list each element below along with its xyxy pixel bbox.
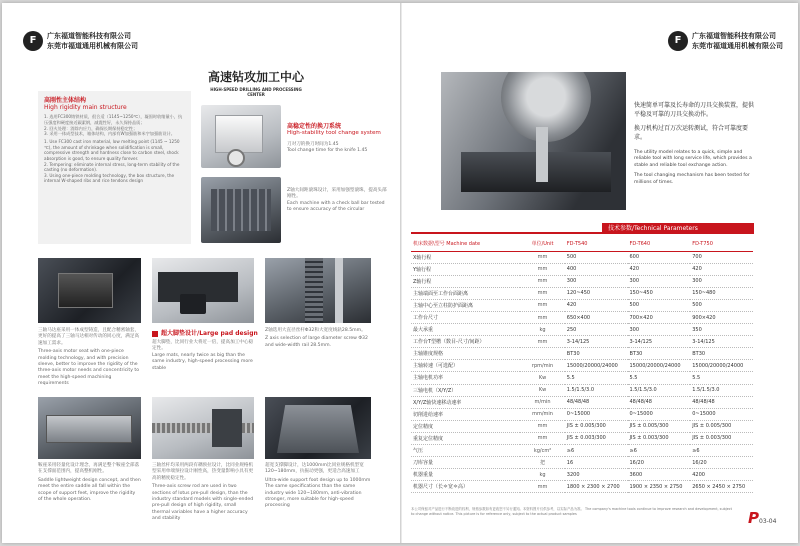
company-logo-icon: F [668, 31, 688, 51]
param-model-1: 500 [565, 251, 628, 263]
support-foot-en: Ultra-wide support foot design up to 1000mm The same specifications than the same industry wide 120~180mm, anti-vibration stronger, more suitable for high-speed processing [265, 477, 371, 509]
header-model-1: FD-T540 [565, 237, 628, 251]
z-axis-en: Each machine with a check ball bar tested to ensure accuracy of the circular [287, 200, 385, 213]
param-model-2: 48/48/48 [628, 396, 691, 408]
param-model-3: 15000/20000/24000 [690, 360, 753, 372]
footnote: 本公司保留对产品进行不断改进的权利，规格参数如有更改恕不另行通知。本资料图片仅供参考，以实际产品为准。 The company's machine tools continue to improve research and development, subject to change without notice. This picture is for reference only, subject to the actual product samples [411, 507, 732, 516]
table-row [411, 287, 753, 299]
param-model-3: 700 [690, 251, 753, 263]
tool-system-en2: The tool changing mechanism has been tested for millions of times. [634, 173, 750, 185]
table-row [411, 457, 753, 469]
structure-en-2: 2. Tempering: eliminate internal stress, long-term stability of the casting (no deformation). [44, 161, 180, 173]
motor-seat-photo [38, 258, 141, 323]
page-subtitle: HIGH-SPEED DRILLING AND PROCESSING CENTER [210, 87, 302, 97]
param-model-2: 300 [628, 275, 691, 287]
param-model-2: 700×420 [628, 311, 691, 323]
param-unit: mm/min [520, 408, 565, 420]
param-model-1: 48/48/48 [565, 396, 628, 408]
large-pad-heading: 超大脚垫设计/Large pad design [152, 328, 254, 337]
param-model-3: 420 [690, 263, 753, 275]
table-row [411, 263, 753, 275]
page-title: 高速钻攻加工中心 [207, 70, 304, 84]
param-model-1: 120~450 [565, 287, 628, 299]
param-model-2: 0~15000 [628, 408, 691, 420]
param-model-2: 3600 [628, 469, 691, 481]
param-unit: mm [520, 275, 565, 287]
tool-change-photo [201, 105, 281, 168]
saddle-en: Saddle lightweight design concept, and then meet the entire saddle all fall within the scope of support feet, improve the rigidity of the whole operation. [38, 477, 141, 503]
structure-heading-en: High rigidity main structure [44, 104, 127, 111]
param-name: 气压 [411, 445, 520, 457]
param-model-3: 500 [690, 299, 753, 311]
param-model-1: BT30 [565, 348, 628, 360]
table-row [411, 324, 753, 336]
table-row [411, 445, 753, 457]
param-name: 主轴转速（可选配） [411, 360, 520, 372]
param-name: 最大承重 [411, 324, 520, 336]
param-model-2: 15000/20000/24000 [628, 360, 691, 372]
params-title-bar [411, 223, 754, 234]
param-model-2: ≥6 [628, 445, 691, 457]
param-name: 重复定位精度 [411, 432, 520, 444]
screw-en: Z axis selection of large diameter screw Φ32 and wide-width rail 28.5mm. [265, 336, 368, 348]
structure-cn-3: 3. 采用一体成型技术，箱体结构，内部有W加强筋和米字加强筋设计。 [44, 131, 175, 137]
company-name-line2: 东莞市福道通用机械有限公司 [47, 42, 138, 50]
param-unit: kg/cm² [520, 445, 565, 457]
header-model-3: FD-T750 [690, 237, 753, 251]
param-model-2: 16/20 [628, 457, 691, 469]
tool-change-heading-en: High-stability tool change system [287, 130, 381, 136]
param-model-3: JIS ± 0.005/300 [690, 420, 753, 432]
param-name: 主轴锥度规格 [411, 348, 520, 360]
param-name: X/Y/Z轴快速移动速率 [411, 396, 520, 408]
param-unit: mm [520, 481, 565, 493]
param-model-1: 400 [565, 263, 628, 275]
param-unit: mm [520, 287, 565, 299]
param-unit: Kw [520, 372, 565, 384]
structure-cn-2: 2. 回火处理：消除内应力，确保长期保持稳定性； [44, 125, 138, 131]
param-unit [520, 348, 565, 360]
param-model-3: 4200 [690, 469, 753, 481]
page-number-range: 03-04 [759, 518, 777, 525]
param-model-1: 3-14/125 [565, 336, 628, 348]
company-name-line2: 东莞市福道通用机械有限公司 [692, 42, 783, 50]
param-model-1: 650×400 [565, 311, 628, 323]
param-model-3: 350 [690, 324, 753, 336]
table-row [411, 336, 753, 348]
param-name: Z轴行程 [411, 275, 520, 287]
saddle-text [38, 463, 141, 503]
param-unit: mm [520, 251, 565, 263]
param-model-2: 1900 × 2350 × 2750 [628, 481, 691, 493]
company-name-line1: 广东福道智能科技有限公司 [692, 32, 776, 40]
param-model-3: 2650 × 2450 × 2750 [690, 481, 753, 493]
param-model-3: JIS ± 0.003/300 [690, 432, 753, 444]
large-pad-en: Large mats, nearly twice as big than the same industry, high-speed processing more stable [152, 352, 253, 371]
param-model-3: 1.5/1.5/3.0 [690, 384, 753, 396]
param-model-3: 16/20 [690, 457, 753, 469]
param-model-3: 0~15000 [690, 408, 753, 420]
param-model-1: 1800 × 2300 × 2700 [565, 481, 628, 493]
company-logo-icon: F [23, 31, 43, 51]
param-unit: mm [520, 299, 565, 311]
table-row [411, 372, 753, 384]
tool-system-cn1: 快速简单可靠及长寿命的刀具交换装置，提供平稳及可靠的刀具交换动作。 [634, 102, 755, 118]
screw-cn: Z轴选用大直径丝杆Φ32和大宽度线轨28.5mm。 [265, 328, 366, 333]
param-model-2: 3-14/125 [628, 336, 691, 348]
company-name-line1: 广东福道智能科技有限公司 [47, 32, 131, 40]
tool-system-en1: The utility model relates to a quick, simple and reliable tool with long service life, which provides a stable and reliable tool exchange action. [634, 150, 752, 168]
bullet-square-icon [152, 331, 158, 337]
param-name: X轴行程 [411, 251, 520, 263]
param-unit: mm [520, 420, 565, 432]
table-row [411, 311, 753, 323]
support-foot-cn: 超宽支撑脚设计，达1000mm比同业规格机型宽120~180mm，抗振动更强，更适合高速加工 [265, 463, 364, 475]
table-row [411, 299, 753, 311]
param-unit: kg [520, 324, 565, 336]
lotus-cn: 三轴丝杆均采用两段有耦预拉设计，比同业规格机型采用单端预拉设计刚性高，热变量影响小具有更高的精度稳定性。 [152, 463, 254, 481]
param-model-1: JIS ± 0.003/300 [565, 432, 628, 444]
structure-en-3: 3. Using one-piece molding technology, the box structure, the internal W-shaped ribs and rice tendons design [44, 172, 175, 184]
table-row [411, 384, 753, 396]
table-row [411, 360, 753, 372]
table-row [411, 251, 753, 263]
header-name: 机床数据\型号 Machine date [411, 237, 520, 251]
param-model-1: 16 [565, 457, 628, 469]
param-model-1: 15000/20000/24000 [565, 360, 628, 372]
support-foot-text [265, 463, 371, 510]
lotus-text [152, 463, 254, 523]
structure-en-1: 1. Use FC300 cast iron material, low melting point (1145 ~ 1250 ℃), the amount of shrinkage when solidification is small, compressive strength and hardness close to carbon steel, shock absorption is good, to ensure quality forever. [44, 139, 180, 161]
param-name: 三轴电机（X/Y/Z） [411, 384, 520, 396]
param-model-2: 150~450 [628, 287, 691, 299]
param-model-2: 500 [628, 299, 691, 311]
param-name: 主轴电机功率 [411, 372, 520, 384]
tool-change-heading-cn: 高稳定性的换刀系统 [287, 123, 342, 130]
saddle-photo [38, 397, 141, 459]
motor-seat-text [38, 328, 141, 388]
tool-system-cn2: 换刀机构过百万次运转测试，符合可靠度要求。 [634, 125, 749, 141]
param-name: 主轴端面至工作台面距离 [411, 287, 520, 299]
param-model-3: 150~480 [690, 287, 753, 299]
structure-block [38, 91, 191, 244]
support-foot-photo [265, 397, 371, 459]
z-axis-photo [201, 177, 281, 243]
params-header-row [411, 237, 753, 251]
param-model-2: 5.5 [628, 372, 691, 384]
title-block [201, 68, 311, 97]
tool-system-text [634, 102, 754, 186]
z-axis-cn: Z轴大间距滚珠设计，采用加强型滚珠，提高头部刚性。 [287, 188, 387, 200]
param-name: 刀库容量 [411, 457, 520, 469]
param-name: 机器重量 [411, 469, 520, 481]
param-name: 切削进给速率 [411, 408, 520, 420]
brochure-spread [2, 3, 798, 543]
param-model-3: 5.5 [690, 372, 753, 384]
param-model-3: 48/48/48 [690, 396, 753, 408]
param-name: 定位精度 [411, 420, 520, 432]
lotus-prepull-photo [152, 397, 254, 459]
param-model-2: JIS ± 0.005/300 [628, 420, 691, 432]
param-unit: 把 [520, 457, 565, 469]
table-row [411, 469, 753, 481]
param-unit: m/min [520, 396, 565, 408]
param-model-1: 420 [565, 299, 628, 311]
page-fold [400, 3, 402, 543]
param-model-2: JIS ± 0.003/300 [628, 432, 691, 444]
large-pad-photo [152, 258, 254, 323]
param-unit: rpm/min [520, 360, 565, 372]
table-row [411, 432, 753, 444]
table-row [411, 481, 753, 493]
tool-change-cn: 刀对刀的换刀时间为1.45 [287, 142, 339, 147]
param-model-2: 420 [628, 263, 691, 275]
param-unit: mm [520, 263, 565, 275]
motor-seat-cn: 三轴马达座采用一体成型铸造，且配合精密轴套，更好的提高了三轴马达相对传动的同心度，满足高速加工需求。 [38, 328, 140, 346]
param-model-2: 1.5/1.5/3.0 [628, 384, 691, 396]
structure-heading-cn: 高刚性主体结构 [44, 97, 87, 104]
page-number [748, 508, 776, 527]
param-model-1: ≥6 [565, 445, 628, 457]
table-row [411, 396, 753, 408]
param-name: 工作台T型槽（数目-尺寸/间距） [411, 336, 520, 348]
param-model-3: BT30 [690, 348, 753, 360]
large-pad-text [152, 328, 258, 372]
tool-changer-photo [441, 72, 626, 210]
param-model-2: 300 [628, 324, 691, 336]
lotus-en: Three-axis screw rod are used in two sections of lotus pre-pull design, than the industry standard models with single-ended pre-pull design of high rigidity, small thermal variables have a higher accuracy and stability [152, 484, 254, 522]
param-model-1: 1.5/1.5/3.0 [565, 384, 628, 396]
header-model-2: FD-T640 [628, 237, 691, 251]
param-model-1: 0~15000 [565, 408, 628, 420]
table-row [411, 348, 753, 360]
params-title: 技术参数/Technical Parameters [602, 223, 754, 234]
table-row [411, 275, 753, 287]
screw-text [265, 328, 371, 349]
company-logo-left [23, 31, 138, 51]
header-unit: 单位/Unit [520, 237, 565, 251]
params-table [411, 237, 753, 493]
param-model-1: 250 [565, 324, 628, 336]
param-name: 工作台尺寸 [411, 311, 520, 323]
param-unit: mm [520, 336, 565, 348]
motor-seat-en: Three-axis motor seat with one-piece molding technology, and with precision sleeve, better to improve the rigidity of the three-axis motor needs and concentricity to meet the high-speed machining requirements [38, 349, 140, 387]
param-name: 主轴中心至立柱防护面距离 [411, 299, 520, 311]
tool-change-en: Tool change time for the knife 1.45 [287, 148, 368, 154]
param-model-1: 300 [565, 275, 628, 287]
page-number-p: P [748, 509, 759, 527]
screw-photo [265, 258, 371, 323]
table-row [411, 408, 753, 420]
param-unit: Kw [520, 384, 565, 396]
large-pad-cn: 超大脚垫，比同行业大将近一倍，提高加工中心稳定性。 [152, 340, 254, 352]
saddle-cn: 鞍座采用轻量化设计理念，再满足整个鞍座全部落在支撑面范围内，提高整机刚性。 [38, 463, 140, 475]
param-model-3: 300 [690, 275, 753, 287]
param-model-2: 600 [628, 251, 691, 263]
param-model-3: ≥6 [690, 445, 753, 457]
param-model-1: 5.5 [565, 372, 628, 384]
z-axis-text [287, 188, 387, 214]
param-unit: mm [520, 311, 565, 323]
table-row [411, 420, 753, 432]
company-logo-right [668, 31, 783, 51]
param-model-1: 3200 [565, 469, 628, 481]
param-unit: mm [520, 432, 565, 444]
param-unit: kg [520, 469, 565, 481]
param-model-3: 3-14/125 [690, 336, 753, 348]
param-name: Y轴行程 [411, 263, 520, 275]
tool-change-text [287, 121, 387, 155]
structure-cn-1: 1. 选用FC300铸铁材质，很合适（1145~1250℃），凝固时收缩量小，抗压强度和硬度接近碳素钢，减震性好，永久保持品质； [44, 114, 183, 125]
param-model-1: JIS ± 0.005/300 [565, 420, 628, 432]
param-name: 机器尺寸（长＊宽＊高） [411, 481, 520, 493]
param-model-3: 900×420 [690, 311, 753, 323]
param-model-2: BT30 [628, 348, 691, 360]
